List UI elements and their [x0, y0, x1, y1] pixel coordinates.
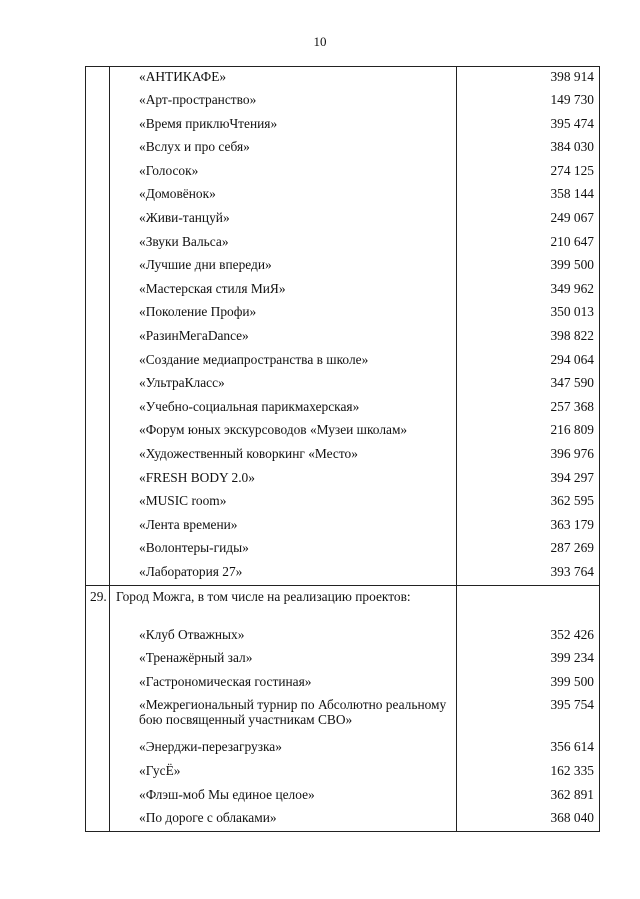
project-name: «Гастрономическая гостиная»	[110, 672, 457, 696]
group-title: Город Можга, в том числе на реализацию проектов:	[110, 586, 457, 625]
project-amount: 395 754	[457, 695, 600, 737]
project-amount: 396 976	[457, 444, 600, 468]
project-name: «FRESH BODY 2.0»	[110, 468, 457, 492]
project-amount: 162 335	[457, 761, 600, 785]
table-row	[86, 562, 600, 586]
table-row	[86, 491, 600, 515]
project-name: «Создание медиапространства в школе»	[110, 350, 457, 374]
project-amount: 399 500	[457, 255, 600, 279]
project-name: «Мастерская стиля МиЯ»	[110, 279, 457, 303]
project-name: «ГусЁ»	[110, 761, 457, 785]
project-amount: 398 822	[457, 326, 600, 350]
project-amount: 399 500	[457, 672, 600, 696]
project-name: «Флэш-моб Мы единое целое»	[110, 785, 457, 809]
project-name: «Лента времени»	[110, 515, 457, 539]
table-row	[86, 625, 600, 649]
project-amount: 347 590	[457, 373, 600, 397]
project-name: «Клуб Отважных»	[110, 625, 457, 649]
project-amount: 350 013	[457, 302, 600, 326]
project-amount: 395 474	[457, 114, 600, 138]
table-row	[86, 326, 600, 350]
group-header-row	[86, 586, 600, 625]
project-name: «Арт-пространство»	[110, 90, 457, 114]
table-row	[86, 785, 600, 809]
project-name: «Форум юных экскурсоводов «Музеи школам»	[110, 420, 457, 444]
project-amount: 362 891	[457, 785, 600, 809]
project-name: «УльтраКласс»	[110, 373, 457, 397]
project-amount: 362 595	[457, 491, 600, 515]
project-amount: 368 040	[457, 808, 600, 832]
table-row	[86, 350, 600, 374]
project-name: «АНТИКАФЕ»	[110, 67, 457, 91]
project-amount: 210 647	[457, 232, 600, 256]
project-amount: 394 297	[457, 468, 600, 492]
project-name: «Поколение Профи»	[110, 302, 457, 326]
project-amount: 274 125	[457, 161, 600, 185]
project-amount: 149 730	[457, 90, 600, 114]
table-row	[86, 695, 600, 737]
page-number: 10	[313, 34, 327, 49]
table-row	[86, 737, 600, 761]
table-row	[86, 184, 600, 208]
table-row	[86, 373, 600, 397]
project-amount: 399 234	[457, 648, 600, 672]
project-name: «Живи-танцуй»	[110, 208, 457, 232]
project-amount: 384 030	[457, 137, 600, 161]
table-row	[86, 468, 600, 492]
project-name: «Художественный коворкинг «Место»	[110, 444, 457, 468]
project-amount: 398 914	[457, 67, 600, 91]
project-amount: 257 368	[457, 397, 600, 421]
project-name: «Лаборатория 27»	[110, 562, 457, 586]
project-amount: 356 614	[457, 737, 600, 761]
table-row	[86, 232, 600, 256]
table-row	[86, 279, 600, 303]
project-name: «MUSIC room»	[110, 491, 457, 515]
project-name: «Вслух и про себя»	[110, 137, 457, 161]
project-name: «Волонтеры-гиды»	[110, 538, 457, 562]
project-amount: 349 962	[457, 279, 600, 303]
table-row	[86, 67, 600, 91]
table-row	[86, 761, 600, 785]
row-number: 29.	[86, 586, 110, 625]
table-row	[86, 397, 600, 421]
project-name: «Голосок»	[110, 161, 457, 185]
table-row	[86, 208, 600, 232]
table-row	[86, 444, 600, 468]
project-name: «Тренажёрный зал»	[110, 648, 457, 672]
table-row	[86, 114, 600, 138]
table-row	[86, 137, 600, 161]
table-row	[86, 302, 600, 326]
project-amount: 294 064	[457, 350, 600, 374]
table-row	[86, 255, 600, 279]
project-name: «По дороге с облаками»	[110, 808, 457, 832]
table-row	[86, 672, 600, 696]
project-name: «Учебно-социальная парикмахерская»	[110, 397, 457, 421]
allocation-table	[85, 66, 600, 832]
project-name: «Лучшие дни впереди»	[110, 255, 457, 279]
table-row	[86, 420, 600, 444]
project-name: «Звуки Вальса»	[110, 232, 457, 256]
table-row	[86, 161, 600, 185]
project-name: «Домовёнок»	[110, 184, 457, 208]
table-row	[86, 538, 600, 562]
table-row	[86, 515, 600, 539]
table-row	[86, 648, 600, 672]
project-amount: 393 764	[457, 562, 600, 586]
project-amount: 358 144	[457, 184, 600, 208]
project-name: «Время приклюЧтения»	[110, 114, 457, 138]
project-name: «Энерджи-перезагрузка»	[110, 737, 457, 761]
project-amount: 287 269	[457, 538, 600, 562]
table-row	[86, 90, 600, 114]
project-name: «РазинМегаDance»	[110, 326, 457, 350]
table-row	[86, 808, 600, 832]
project-amount: 216 809	[457, 420, 600, 444]
project-name: «Межрегиональный турнир по Абсолютно реальному бою посвященный участникам СВО»	[110, 695, 457, 737]
project-amount: 352 426	[457, 625, 600, 649]
project-amount: 363 179	[457, 515, 600, 539]
project-amount: 249 067	[457, 208, 600, 232]
